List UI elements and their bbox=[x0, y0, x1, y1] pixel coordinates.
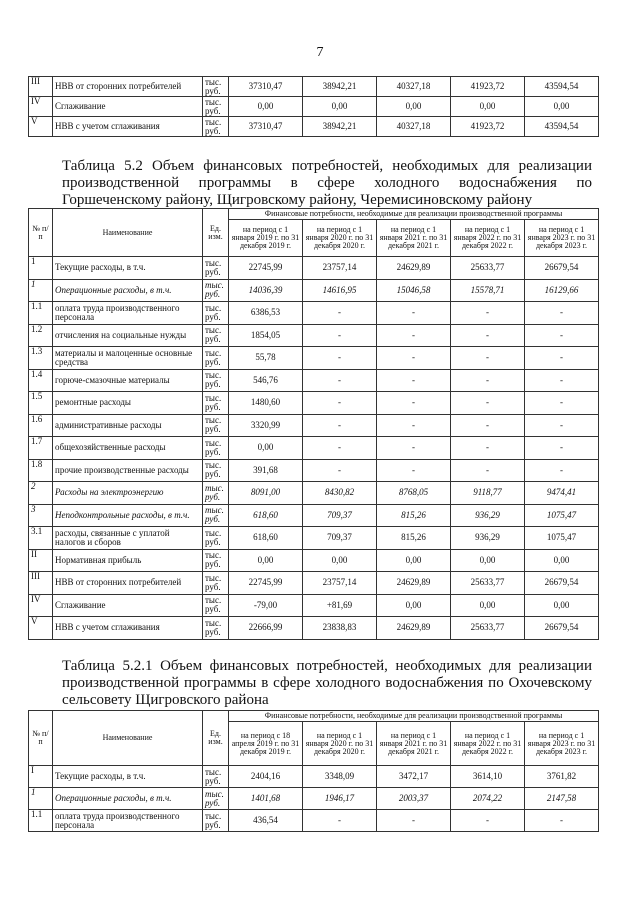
row-name: Операционные расходы, в т.ч. bbox=[53, 788, 203, 810]
row-value: - bbox=[377, 810, 451, 832]
table-row bbox=[29, 549, 599, 572]
row-name: общехозяйственные расходы bbox=[53, 437, 203, 460]
row-name: отчисления на социальные нужды bbox=[53, 324, 203, 347]
row-number: 3 bbox=[29, 504, 53, 527]
row-value: 618,60 bbox=[229, 504, 303, 527]
row-value: 0,00 bbox=[525, 549, 599, 572]
table-continuation bbox=[28, 76, 599, 137]
row-unit: тыс. руб. bbox=[203, 482, 229, 505]
row-value: 815,26 bbox=[377, 504, 451, 527]
row-unit: тыс. руб. bbox=[203, 369, 229, 392]
row-unit: тыс. руб. bbox=[203, 766, 229, 788]
row-name: оплата труда производственного персонала bbox=[53, 302, 203, 325]
row-name: Текущие расходы, в т.ч. bbox=[53, 766, 203, 788]
row-name: НВВ от сторонних потребителей bbox=[53, 77, 203, 97]
row-unit: тыс. руб. bbox=[203, 810, 229, 832]
row-number: IV bbox=[29, 594, 53, 617]
table-row bbox=[29, 77, 599, 97]
row-number: 1.6 bbox=[29, 414, 53, 437]
row-number: II bbox=[29, 549, 53, 572]
row-value: - bbox=[525, 459, 599, 482]
row-value: 40327,18 bbox=[377, 77, 451, 97]
row-value: 0,00 bbox=[451, 549, 525, 572]
row-value: 3761,82 bbox=[525, 766, 599, 788]
row-value: 23757,14 bbox=[303, 572, 377, 595]
row-unit: тыс. руб. bbox=[203, 347, 229, 370]
row-name: Сглаживание bbox=[53, 97, 203, 117]
row-value: - bbox=[451, 459, 525, 482]
table-row bbox=[29, 766, 599, 788]
row-unit: тыс. руб. bbox=[203, 594, 229, 617]
table-row bbox=[29, 347, 599, 370]
row-name: Нормативная прибыль bbox=[53, 549, 203, 572]
row-name: ремонтные расходы bbox=[53, 392, 203, 415]
header-period: на период с 1 января 2021 г. по 31 декабря 2021 г. bbox=[377, 722, 451, 766]
table-row bbox=[29, 302, 599, 325]
table-row bbox=[29, 369, 599, 392]
row-value: 0,00 bbox=[525, 594, 599, 617]
row-value: - bbox=[377, 414, 451, 437]
row-value: - bbox=[377, 347, 451, 370]
row-value: 3614,10 bbox=[451, 766, 525, 788]
row-value: 1401,68 bbox=[229, 788, 303, 810]
row-value: 0,00 bbox=[377, 594, 451, 617]
row-value: 24629,89 bbox=[377, 257, 451, 280]
row-unit: тыс. руб. bbox=[203, 97, 229, 117]
table-row bbox=[29, 414, 599, 437]
row-number: V bbox=[29, 617, 53, 640]
row-value: 391,68 bbox=[229, 459, 303, 482]
row-value: 26679,54 bbox=[525, 572, 599, 595]
row-value: 0,00 bbox=[451, 594, 525, 617]
table-5-2-1-caption: Таблица 5.2.1 Объем финансовых потребностей, необходимых для реализации производственной программы в сфере холодного водоснабжения по Охочевскому сельсовету Щигровского района bbox=[62, 658, 592, 708]
row-value: - bbox=[377, 437, 451, 460]
row-unit: тыс. руб. bbox=[203, 117, 229, 137]
row-value: 16129,66 bbox=[525, 279, 599, 302]
row-name: материалы и малоценные основные средства bbox=[53, 347, 203, 370]
page-number: 7 bbox=[316, 45, 324, 60]
row-number: 1 bbox=[29, 257, 53, 280]
row-value: 23838,83 bbox=[303, 617, 377, 640]
row-name: НВВ с учетом сглаживания bbox=[53, 117, 203, 137]
row-value: 37310,47 bbox=[229, 117, 303, 137]
row-value: 0,00 bbox=[303, 97, 377, 117]
row-number: 1.4 bbox=[29, 369, 53, 392]
table-row bbox=[29, 117, 599, 137]
row-value: +81,69 bbox=[303, 594, 377, 617]
row-value: 0,00 bbox=[451, 97, 525, 117]
row-value: - bbox=[303, 459, 377, 482]
header-period: на период с 1 января 2020 г. по 31 декабря 2020 г. bbox=[303, 220, 377, 257]
row-value: 618,60 bbox=[229, 527, 303, 550]
row-unit: тыс. руб. bbox=[203, 549, 229, 572]
row-value: 24629,89 bbox=[377, 572, 451, 595]
row-value: 24629,89 bbox=[377, 617, 451, 640]
row-unit: тыс. руб. bbox=[203, 302, 229, 325]
row-number: 1.1 bbox=[29, 810, 53, 832]
row-number: V bbox=[29, 117, 53, 137]
header-unit: Ед. изм. bbox=[203, 209, 229, 257]
row-name: оплата труда производственного персонала bbox=[53, 810, 203, 832]
header-period: на период с 1 января 2022 г. по 31 декабря 2022 г. bbox=[451, 220, 525, 257]
row-value: 38942,21 bbox=[303, 77, 377, 97]
row-value: - bbox=[451, 414, 525, 437]
row-value: 0,00 bbox=[229, 97, 303, 117]
header-group: Финансовые потребности, необходимые для реализации производственной программы bbox=[229, 711, 599, 722]
row-unit: тыс. руб. bbox=[203, 504, 229, 527]
row-name: НВВ с учетом сглаживания bbox=[53, 617, 203, 640]
row-value: 41923,72 bbox=[451, 77, 525, 97]
row-value: 3472,17 bbox=[377, 766, 451, 788]
table-row bbox=[29, 788, 599, 810]
row-unit: тыс. руб. bbox=[203, 572, 229, 595]
row-value: 22666,99 bbox=[229, 617, 303, 640]
row-value: 815,26 bbox=[377, 527, 451, 550]
row-value: - bbox=[377, 324, 451, 347]
row-value: 936,29 bbox=[451, 504, 525, 527]
table-row bbox=[29, 504, 599, 527]
row-value: 1946,17 bbox=[303, 788, 377, 810]
row-name: Сглаживание bbox=[53, 594, 203, 617]
row-number: 1.7 bbox=[29, 437, 53, 460]
row-value: - bbox=[303, 347, 377, 370]
table-row bbox=[29, 459, 599, 482]
table-row bbox=[29, 392, 599, 415]
table-row bbox=[29, 257, 599, 280]
header-num: № п/п bbox=[29, 711, 53, 766]
row-name: горюче-смазочные материалы bbox=[53, 369, 203, 392]
row-value: 15046,58 bbox=[377, 279, 451, 302]
row-value: 546,76 bbox=[229, 369, 303, 392]
row-number: III bbox=[29, 572, 53, 595]
row-value: 0,00 bbox=[377, 549, 451, 572]
row-value: - bbox=[303, 414, 377, 437]
row-value: - bbox=[525, 414, 599, 437]
row-value: 1075,47 bbox=[525, 527, 599, 550]
row-value: 8091,00 bbox=[229, 482, 303, 505]
row-value: 22745,99 bbox=[229, 572, 303, 595]
row-value: 2147,58 bbox=[525, 788, 599, 810]
row-name: НВВ от сторонних потребителей bbox=[53, 572, 203, 595]
table-row bbox=[29, 324, 599, 347]
row-value: 14036,39 bbox=[229, 279, 303, 302]
row-number: 1.2 bbox=[29, 324, 53, 347]
row-value: 25633,77 bbox=[451, 617, 525, 640]
row-unit: тыс. руб. bbox=[203, 324, 229, 347]
row-value: 55,78 bbox=[229, 347, 303, 370]
row-value: 709,37 bbox=[303, 527, 377, 550]
row-unit: тыс. руб. bbox=[203, 459, 229, 482]
row-value: 9118,77 bbox=[451, 482, 525, 505]
row-value: 1854,05 bbox=[229, 324, 303, 347]
row-value: 25633,77 bbox=[451, 572, 525, 595]
row-unit: тыс. руб. bbox=[203, 77, 229, 97]
row-value: 2074,22 bbox=[451, 788, 525, 810]
row-number: 1.5 bbox=[29, 392, 53, 415]
row-value: - bbox=[525, 302, 599, 325]
table-5-2-1 bbox=[28, 710, 599, 832]
row-value: - bbox=[525, 392, 599, 415]
row-name: Неподконтрольные расходы, в т.ч. bbox=[53, 504, 203, 527]
row-value: -79,00 bbox=[229, 594, 303, 617]
row-value: - bbox=[303, 437, 377, 460]
header-group: Финансовые потребности, необходимые для реализации производственной программы bbox=[229, 209, 599, 220]
table-row bbox=[29, 482, 599, 505]
table-row bbox=[29, 617, 599, 640]
row-number: 3.1 bbox=[29, 527, 53, 550]
row-name: Текущие расходы, в т.ч. bbox=[53, 257, 203, 280]
row-value: 25633,77 bbox=[451, 257, 525, 280]
row-value: - bbox=[451, 302, 525, 325]
row-value: 9474,41 bbox=[525, 482, 599, 505]
row-number: III bbox=[29, 77, 53, 97]
row-number: 1.1 bbox=[29, 302, 53, 325]
row-name: прочие производственные расходы bbox=[53, 459, 203, 482]
row-value: 8768,05 bbox=[377, 482, 451, 505]
row-unit: тыс. руб. bbox=[203, 414, 229, 437]
row-value: 0,00 bbox=[377, 97, 451, 117]
row-value: - bbox=[451, 392, 525, 415]
row-value: 3320,99 bbox=[229, 414, 303, 437]
row-value: 41923,72 bbox=[451, 117, 525, 137]
row-value: - bbox=[377, 369, 451, 392]
row-value: - bbox=[525, 437, 599, 460]
row-value: - bbox=[525, 324, 599, 347]
row-name: Расходы на электроэнергию bbox=[53, 482, 203, 505]
row-value: - bbox=[451, 324, 525, 347]
row-value: - bbox=[525, 369, 599, 392]
header-num: № п/п bbox=[29, 209, 53, 257]
row-value: - bbox=[451, 369, 525, 392]
row-value: 38942,21 bbox=[303, 117, 377, 137]
row-value: - bbox=[303, 369, 377, 392]
header-name: Наименование bbox=[53, 711, 203, 766]
row-value: 37310,47 bbox=[229, 77, 303, 97]
header-period: на период с 1 января 2019 г. по 31 декабря 2019 г. bbox=[229, 220, 303, 257]
header-period: на период с 18 апреля 2019 г. по 31 декабря 2019 г. bbox=[229, 722, 303, 766]
row-value: 3348,09 bbox=[303, 766, 377, 788]
row-value: - bbox=[303, 810, 377, 832]
table-row bbox=[29, 572, 599, 595]
row-value: - bbox=[303, 302, 377, 325]
row-value: - bbox=[525, 347, 599, 370]
table-row bbox=[29, 594, 599, 617]
table-row bbox=[29, 527, 599, 550]
row-value: 14616,95 bbox=[303, 279, 377, 302]
row-unit: тыс. руб. bbox=[203, 257, 229, 280]
row-unit: тыс. руб. bbox=[203, 279, 229, 302]
row-number: 1 bbox=[29, 279, 53, 302]
row-value: 26679,54 bbox=[525, 257, 599, 280]
row-value: 6386,53 bbox=[229, 302, 303, 325]
row-value: - bbox=[451, 810, 525, 832]
row-value: - bbox=[377, 459, 451, 482]
table-row bbox=[29, 810, 599, 832]
row-number: 1.3 bbox=[29, 347, 53, 370]
row-value: 436,54 bbox=[229, 810, 303, 832]
row-value: 43594,54 bbox=[525, 77, 599, 97]
row-name: Операционные расходы, в т.ч. bbox=[53, 279, 203, 302]
row-name: административные расходы bbox=[53, 414, 203, 437]
table-row bbox=[29, 97, 599, 117]
row-value: 1480,60 bbox=[229, 392, 303, 415]
row-unit: тыс. руб. bbox=[203, 527, 229, 550]
header-unit: Ед. изм. bbox=[203, 711, 229, 766]
table-5-2 bbox=[28, 208, 599, 640]
row-value: 2404,16 bbox=[229, 766, 303, 788]
row-value: 1075,47 bbox=[525, 504, 599, 527]
row-value: 0,00 bbox=[303, 549, 377, 572]
row-value: 936,29 bbox=[451, 527, 525, 550]
row-value: 15578,71 bbox=[451, 279, 525, 302]
header-period: на период с 1 января 2023 г. по 31 декабря 2023 г. bbox=[525, 722, 599, 766]
table-row bbox=[29, 437, 599, 460]
table-row bbox=[29, 279, 599, 302]
row-unit: тыс. руб. bbox=[203, 788, 229, 810]
row-value: - bbox=[451, 437, 525, 460]
row-number: 2 bbox=[29, 482, 53, 505]
header-period: на период с 1 января 2023 г. по 31 декабря 2023 г. bbox=[525, 220, 599, 257]
row-value: - bbox=[303, 392, 377, 415]
row-unit: тыс. руб. bbox=[203, 437, 229, 460]
header-period: на период с 1 января 2022 г. по 31 декабря 2022 г. bbox=[451, 722, 525, 766]
row-value: 22745,99 bbox=[229, 257, 303, 280]
row-value: 40327,18 bbox=[377, 117, 451, 137]
row-number: I bbox=[29, 766, 53, 788]
row-value: 43594,54 bbox=[525, 117, 599, 137]
row-value: - bbox=[303, 324, 377, 347]
row-number: IV bbox=[29, 97, 53, 117]
header-period: на период с 1 января 2020 г. по 31 декабря 2020 г. bbox=[303, 722, 377, 766]
row-value: - bbox=[451, 347, 525, 370]
row-value: 8430,82 bbox=[303, 482, 377, 505]
row-value: 2003,37 bbox=[377, 788, 451, 810]
row-unit: тыс. руб. bbox=[203, 617, 229, 640]
row-value: 0,00 bbox=[229, 549, 303, 572]
row-name: расходы, связанные с уплатой налогов и сборов bbox=[53, 527, 203, 550]
row-value: 0,00 bbox=[525, 97, 599, 117]
row-value: 709,37 bbox=[303, 504, 377, 527]
row-value: - bbox=[377, 302, 451, 325]
header-name: Наименование bbox=[53, 209, 203, 257]
row-number: 1.8 bbox=[29, 459, 53, 482]
row-value: 0,00 bbox=[229, 437, 303, 460]
row-number: 1 bbox=[29, 788, 53, 810]
table-5-2-caption: Таблица 5.2 Объем финансовых потребностей, необходимых для реализации производственной программы в сфере холодного водоснабжения по Горшеченскому району, Щигровскому району, Черемисиновскому району bbox=[62, 158, 592, 208]
row-value: 23757,14 bbox=[303, 257, 377, 280]
row-unit: тыс. руб. bbox=[203, 392, 229, 415]
row-value: 26679,54 bbox=[525, 617, 599, 640]
row-value: - bbox=[525, 810, 599, 832]
row-value: - bbox=[377, 392, 451, 415]
header-period: на период с 1 января 2021 г. по 31 декабря 2021 г. bbox=[377, 220, 451, 257]
